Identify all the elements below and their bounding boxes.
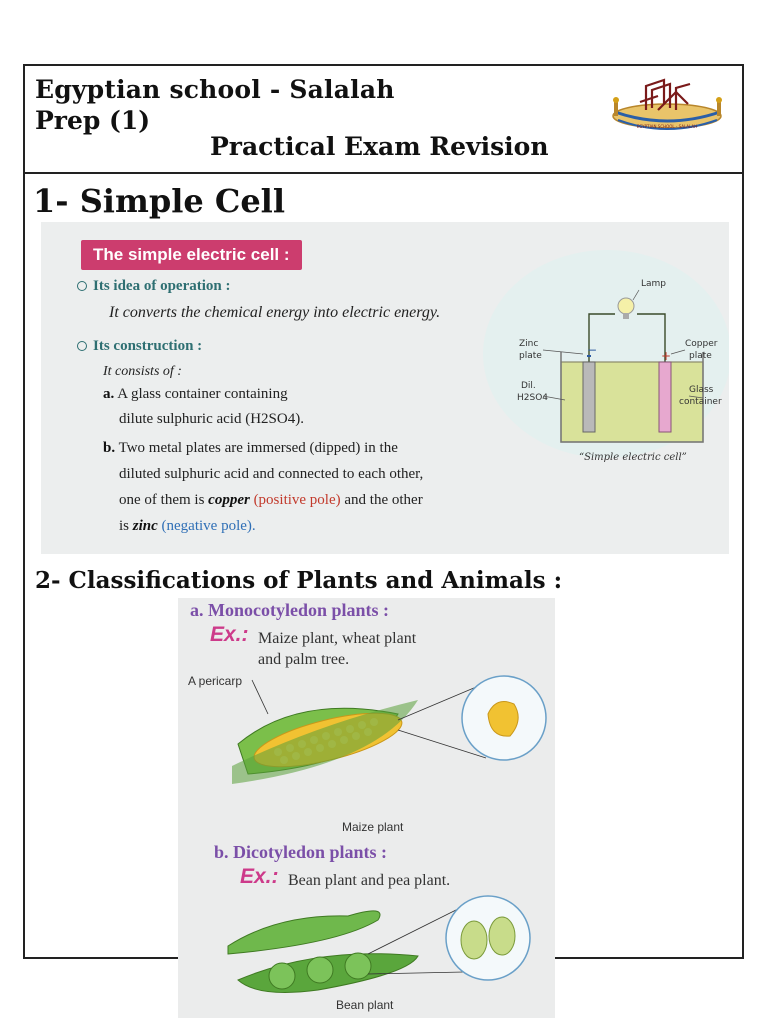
- mono-heading: a. Monocotyledon plants :: [190, 600, 390, 620]
- page-frame: [23, 64, 744, 1012]
- item-a-line2: dilute sulphuric acid (H2SO4).: [119, 411, 304, 427]
- school-logo-icon: [610, 72, 725, 142]
- mono-ex-line2: and palm tree.: [258, 651, 350, 668]
- svg-text:Zinc: Zinc: [519, 339, 539, 349]
- svg-text:−: −: [587, 343, 598, 357]
- section-title-simple-cell: 1- Simple Cell: [33, 182, 285, 220]
- pericarp-label: A pericarp: [188, 674, 243, 688]
- electric-cell-diagram: [479, 250, 729, 478]
- item-b-line2: diluted sulphuric acid and connected to each other,: [119, 466, 424, 482]
- svg-text:Copper: Copper: [685, 339, 718, 349]
- bean-caption: Bean plant: [336, 998, 394, 1012]
- header-divider: [25, 172, 742, 174]
- idea-text: It converts the chemical energy into electric energy.: [109, 304, 441, 321]
- construction-heading: Its construction :: [77, 338, 202, 355]
- di-ex-label: Ex.:: [240, 865, 279, 888]
- consists-of: It consists of :: [103, 364, 182, 379]
- svg-text:+: +: [661, 349, 672, 363]
- section-title-classifications: 2- Classifications of Plants and Animals :: [35, 567, 563, 594]
- item-b-line4: is zinc (negative pole).: [119, 518, 256, 534]
- svg-text:plate: plate: [519, 351, 542, 361]
- mono-ex-line1: Maize plant, wheat plant: [258, 630, 417, 647]
- bean-illustration: [218, 894, 548, 1004]
- plant-classification-figure: [178, 598, 555, 1018]
- grade-label: Prep (1): [35, 106, 151, 135]
- simple-cell-figure: [41, 222, 729, 554]
- svg-text:container: container: [679, 397, 722, 407]
- idea-heading: Its idea of operation :: [77, 278, 231, 295]
- bullet-icon: [77, 281, 87, 291]
- svg-text:plate: plate: [689, 351, 712, 361]
- svg-text:Glass: Glass: [689, 385, 714, 395]
- di-heading: b. Dicotyledon plants :: [214, 842, 388, 862]
- svg-text:Lamp: Lamp: [641, 279, 667, 289]
- item-b-line3: one of them is copper (positive pole) and the other: [119, 492, 423, 508]
- bullet-icon: [77, 341, 87, 351]
- mono-ex-label: Ex.:: [210, 623, 249, 646]
- exam-title: Practical Exam Revision: [210, 132, 549, 161]
- maize-caption: Maize plant: [342, 820, 404, 834]
- di-ex-line: Bean plant and pea plant.: [288, 872, 451, 889]
- svg-text:EGYPTIAN SCHOOL - SALALAH: EGYPTIAN SCHOOL - SALALAH: [636, 124, 698, 129]
- item-a: a. A glass container containing: [103, 386, 288, 402]
- school-name: Egyptian school - Salalah: [35, 75, 395, 104]
- maize-illustration: [228, 674, 548, 794]
- svg-text:Dil.: Dil.: [521, 381, 536, 391]
- cell-banner: The simple electric cell :: [81, 240, 302, 270]
- svg-text:H2SO4: H2SO4: [517, 393, 549, 403]
- svg-text:“Simple electric cell”: “Simple electric cell”: [579, 452, 687, 463]
- item-b: b. Two metal plates are immersed (dipped) in the: [103, 440, 398, 456]
